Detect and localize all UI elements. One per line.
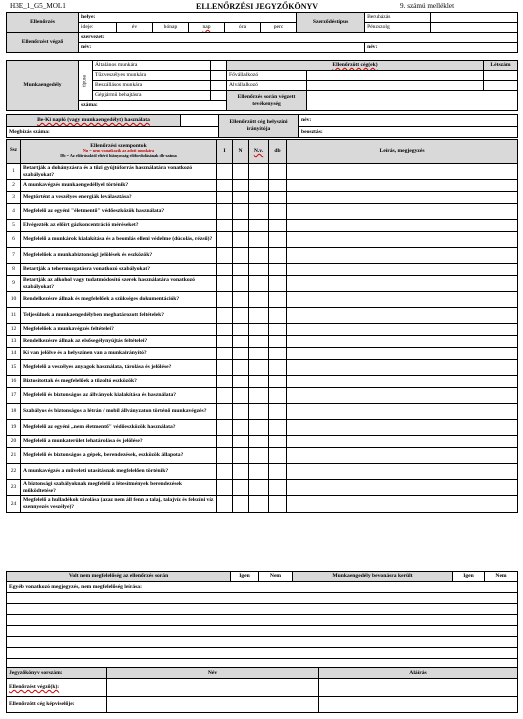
checklist-row: [7, 192, 518, 204]
service-checkbox[interactable]: [431, 23, 518, 33]
check-yes[interactable]: [217, 420, 233, 436]
defect-count[interactable]: [269, 388, 287, 404]
defect-count[interactable]: [269, 464, 287, 480]
supervisor-name-label: név:: [301, 117, 312, 124]
checklist-row: [7, 232, 518, 248]
checklist-row: [7, 180, 518, 192]
nonconformity-yes[interactable]: Igen: [231, 572, 259, 582]
checklist-row: [7, 404, 518, 420]
item-notes[interactable]: [287, 360, 518, 376]
check-na[interactable]: [249, 180, 269, 192]
item-criterion: A munkavégzés munkaengedéllyel történik?: [21, 180, 217, 192]
item-notes[interactable]: [287, 232, 518, 248]
item-criterion: Megfelelő az egyéni „nem életmentő" védőeszközök használata?: [21, 420, 217, 436]
check-na[interactable]: [249, 248, 269, 264]
checklist-table: [6, 139, 518, 513]
item-notes[interactable]: [287, 220, 518, 232]
col-criteria: [21, 140, 217, 164]
item-criterion: Rendelkezésre állnak az elsősegélynyújtás feltételei?: [21, 336, 217, 348]
check-yes[interactable]: [217, 180, 233, 192]
legend-db: Db = Az előírásoktól eltérő hiányosság előfordulásának db-száma: [60, 153, 177, 158]
checklist-row: [7, 324, 518, 336]
check-yes[interactable]: [217, 480, 233, 496]
nonconformity-label: Volt nem megfelelőség az ellenőrzés során: [7, 572, 231, 582]
item-notes[interactable]: [287, 264, 518, 276]
checklist-row: [7, 276, 518, 292]
checklist-row: [7, 360, 518, 376]
main-contractor-headcount[interactable]: [484, 71, 518, 81]
col-n: N: [233, 140, 249, 164]
other-notes-label: Egyéb vonatkozó megjegyzés, nem megfelelőség leírása:: [7, 582, 518, 593]
inspector-name-field[interactable]: [79, 43, 365, 53]
permit-type-label: típusa: [79, 61, 93, 101]
item-criterion: Megfelelő az egyéni "életmentő" védőeszközök használata?: [21, 204, 217, 220]
check-yes[interactable]: [217, 324, 233, 336]
item-criterion: Rendelkezésre állnak és megfelelőek a szükséges dokumentációk?: [21, 292, 217, 308]
item-notes[interactable]: [287, 388, 518, 404]
check-yes[interactable]: [217, 292, 233, 308]
defect-count[interactable]: [269, 420, 287, 436]
defect-count[interactable]: [269, 360, 287, 376]
defect-count[interactable]: [269, 308, 287, 324]
check-na[interactable]: [249, 388, 269, 404]
inspector-label: Ellenőrzést végző: [7, 33, 79, 53]
check-yes[interactable]: [217, 360, 233, 376]
checklist-row: [7, 388, 518, 404]
check-no[interactable]: [233, 220, 249, 232]
item-notes[interactable]: [287, 376, 518, 388]
item-notes[interactable]: [287, 308, 518, 324]
col-notes: Leírás, megjegyzés: [287, 140, 518, 164]
permit-number-label: száma:: [81, 102, 98, 109]
subcontractor-headcount[interactable]: [484, 81, 518, 91]
checklist-row: [7, 436, 518, 448]
check-na[interactable]: [249, 420, 269, 436]
check-yes[interactable]: [217, 404, 233, 420]
item-criterion: Megfelelő a munkárok kialakítása és a beomlás elleni védelme (dúcolás, rézsű)?: [21, 232, 217, 248]
day-label: nap: [189, 23, 225, 33]
defect-count[interactable]: [269, 164, 287, 180]
defect-count[interactable]: [269, 404, 287, 420]
item-notes[interactable]: [287, 480, 518, 496]
item-notes[interactable]: [287, 448, 518, 464]
check-yes[interactable]: [217, 496, 233, 513]
check-na[interactable]: [249, 464, 269, 480]
subcontractor-label: Alvállalkozó: [227, 81, 307, 91]
col-nv: N.v.: [249, 140, 269, 164]
defect-count[interactable]: [269, 292, 287, 308]
check-no[interactable]: [233, 404, 249, 420]
defect-count[interactable]: [269, 324, 287, 336]
defect-count[interactable]: [269, 248, 287, 264]
item-criterion: Betartják a dohányzásra és a tűzi gyújtóforrás használatára vonatkozó szabályokat?: [21, 164, 217, 180]
check-yes[interactable]: [217, 264, 233, 276]
item-number: 4: [7, 204, 21, 220]
permit-checkbox-entry[interactable]: [211, 81, 227, 91]
item-number: 5: [7, 220, 21, 232]
supervisor-position-field[interactable]: [299, 127, 518, 138]
date-label: ideje:: [79, 23, 117, 33]
ellenorzes-label: Ellenőrzés: [7, 13, 79, 33]
supervisor-label: Ellenőrzött cég helyszíni irányítója: [219, 115, 299, 138]
item-number: 20: [7, 436, 21, 448]
col-number: Ssz: [7, 140, 21, 164]
checklist-row: [7, 348, 518, 360]
inspector-name2-field[interactable]: [365, 43, 518, 53]
defect-count[interactable]: [269, 220, 287, 232]
inspector-name-label: név:: [81, 44, 92, 51]
item-criterion: Megfelelőek a munkavégzés feltételei?: [21, 324, 217, 336]
item-notes[interactable]: [287, 336, 518, 348]
item-criterion: A munkavégzés a műveleti utasításnak megfelelően történik?: [21, 464, 217, 480]
checklist-row: [7, 376, 518, 388]
item-notes[interactable]: [287, 248, 518, 264]
check-na[interactable]: [249, 480, 269, 496]
summary-table: [6, 571, 518, 670]
check-no[interactable]: [233, 496, 249, 513]
activity-field[interactable]: [307, 91, 518, 111]
defect-count[interactable]: [269, 480, 287, 496]
col-i: I: [217, 140, 233, 164]
item-notes[interactable]: [287, 192, 518, 204]
notes-line[interactable]: [7, 626, 518, 637]
notes-line[interactable]: [7, 615, 518, 626]
nonconformity-no[interactable]: Nem: [259, 572, 293, 582]
item-criterion: Megfelelő a hulladékok tárolása (azaz nem áll fenn a talaj, talajvíz és felszíni víz szennyezés veszélye)?: [21, 496, 217, 513]
defect-count[interactable]: [269, 448, 287, 464]
defect-count[interactable]: [269, 192, 287, 204]
defect-count[interactable]: [269, 348, 287, 360]
defect-count[interactable]: [269, 436, 287, 448]
checklist-row: [7, 464, 518, 480]
check-na[interactable]: [249, 232, 269, 248]
check-no[interactable]: [233, 480, 249, 496]
legend-nn: Nn = nem vonatkozik az adott munkára: [82, 148, 155, 154]
item-notes[interactable]: [287, 164, 518, 180]
item-criterion: Megfelelő a veszélyes anyagok használata, tárolása és jelölése?: [21, 360, 217, 376]
item-notes[interactable]: [287, 204, 518, 220]
check-no[interactable]: [233, 336, 249, 348]
inspectors-label: Ellenőrzést végző(k):: [7, 679, 107, 697]
check-na[interactable]: [249, 324, 269, 336]
checklist-row: [7, 480, 518, 496]
item-notes[interactable]: [287, 348, 518, 360]
item-number: 13: [7, 336, 21, 348]
item-criterion: Szabályos és biztonságos a létrán / mobil állványzaton történő munkavégzés?: [21, 404, 217, 420]
item-number: 6: [7, 232, 21, 248]
check-yes[interactable]: [217, 448, 233, 464]
company-header: Ellenőrzött cég(ek): [227, 61, 484, 71]
col-db: db: [269, 140, 287, 164]
check-na[interactable]: [249, 264, 269, 276]
permit-type-entry: Beszállásos munkára: [93, 81, 211, 91]
month-label: hónap: [153, 23, 189, 33]
check-yes[interactable]: [217, 248, 233, 264]
check-na[interactable]: [249, 220, 269, 232]
checklist-row: [7, 420, 518, 436]
check-na[interactable]: [249, 448, 269, 464]
item-criterion: Ki van jelölve és a helyszínen van a munkairányító?: [21, 348, 217, 360]
check-na[interactable]: [249, 348, 269, 360]
check-no[interactable]: [233, 388, 249, 404]
item-criterion: Betartják a tehermozgatásra vonatkozó szabályokat?: [21, 264, 217, 276]
item-number: 23: [7, 480, 21, 496]
check-yes[interactable]: [217, 376, 233, 388]
signature-header: Aláírás: [319, 668, 518, 679]
check-no[interactable]: [233, 292, 249, 308]
headcount-header: Létszám: [484, 61, 518, 71]
item-number: 21: [7, 448, 21, 464]
subcontractor-field[interactable]: [307, 81, 484, 91]
item-number: 12: [7, 324, 21, 336]
item-number: 3: [7, 192, 21, 204]
check-yes[interactable]: [217, 436, 233, 448]
item-number: 24: [7, 496, 21, 513]
supervisor-name-field[interactable]: [299, 115, 518, 127]
item-notes[interactable]: [287, 292, 518, 308]
defect-count[interactable]: [269, 204, 287, 220]
location-label: helye:: [81, 14, 96, 21]
defect-count[interactable]: [269, 336, 287, 348]
item-number: 11: [7, 308, 21, 324]
annex-label: 9. számú melléklet: [400, 2, 455, 10]
check-na[interactable]: [249, 496, 269, 513]
item-number: 19: [7, 420, 21, 436]
item-number: 9: [7, 276, 21, 292]
company-rep-label: Ellenőrzött cég képviselője:: [7, 697, 107, 713]
check-na[interactable]: [249, 436, 269, 448]
permit-type-general: Általános munkára: [93, 61, 211, 71]
item-notes[interactable]: [287, 180, 518, 192]
main-contractor-label: Fővállalkozó: [227, 71, 307, 81]
check-na[interactable]: [249, 308, 269, 324]
assignment-number-field[interactable]: [7, 127, 219, 138]
check-no[interactable]: [233, 360, 249, 376]
item-criterion: Megfelelő a munkaterület lehatárolása és jelölése?: [21, 436, 217, 448]
checklist-row: [7, 496, 518, 513]
check-na[interactable]: [249, 404, 269, 420]
permit-revoked-yes[interactable]: Igen: [453, 572, 485, 582]
item-number: 17: [7, 388, 21, 404]
item-notes[interactable]: [287, 420, 518, 436]
inspectors-name-field[interactable]: [107, 679, 319, 697]
item-notes[interactable]: [287, 276, 518, 292]
col-criteria-title: Ellenőrzési szempontok: [90, 143, 147, 150]
check-no[interactable]: [233, 324, 249, 336]
activity-label: Ellenőrzés során végzett tevékenység: [227, 91, 307, 111]
item-number: 18: [7, 404, 21, 420]
checklist-row: [7, 164, 518, 180]
name-header: Név: [107, 668, 319, 679]
minute-label: perc: [261, 23, 297, 33]
checklist-row: [7, 264, 518, 276]
checklist-row: [7, 292, 518, 308]
check-yes[interactable]: [217, 232, 233, 248]
log-usage-field[interactable]: [181, 115, 219, 127]
item-number: 10: [7, 292, 21, 308]
organization-field[interactable]: [79, 33, 518, 43]
checklist-row: [7, 248, 518, 264]
company-rep-name-field[interactable]: [107, 697, 319, 713]
check-no[interactable]: [233, 308, 249, 324]
defect-count[interactable]: [269, 264, 287, 276]
contract-type-label: Szerződéstípus: [297, 13, 365, 33]
item-criterion: A biztonsági szabályoknak megfelelő a létesítmények berendezések működtetése?: [21, 480, 217, 496]
check-na[interactable]: [249, 164, 269, 180]
item-criterion: Megfelelőek a munkabiztonsági jelölések és eszközök?: [21, 248, 217, 264]
item-number: 2: [7, 180, 21, 192]
notes-line[interactable]: [7, 648, 518, 659]
defect-count[interactable]: [269, 376, 287, 388]
defect-count[interactable]: [269, 232, 287, 248]
check-na[interactable]: [249, 276, 269, 292]
permit-label: Munkaengedély: [7, 61, 79, 111]
check-yes[interactable]: [217, 204, 233, 220]
item-number: 16: [7, 376, 21, 388]
checklist-row: [7, 448, 518, 464]
item-number: 7: [7, 248, 21, 264]
supervisor-position-label: beosztás:: [301, 128, 323, 135]
check-no[interactable]: [233, 232, 249, 248]
check-na[interactable]: [249, 376, 269, 388]
checklist-row: [7, 204, 518, 220]
assignment-number-label: Megbízás száma:: [9, 128, 50, 135]
check-yes[interactable]: [217, 192, 233, 204]
log-table: [6, 114, 518, 138]
year-label: év: [117, 23, 153, 33]
defect-count[interactable]: [269, 180, 287, 192]
item-notes[interactable]: [287, 496, 518, 513]
check-no[interactable]: [233, 264, 249, 276]
location-field[interactable]: [79, 13, 297, 23]
check-no[interactable]: [233, 248, 249, 264]
doc-code: H3E_1_G5_MOL1: [10, 2, 66, 10]
check-na[interactable]: [249, 336, 269, 348]
notes-line[interactable]: [7, 593, 518, 604]
check-no[interactable]: [233, 436, 249, 448]
check-no[interactable]: [233, 464, 249, 480]
check-no[interactable]: [233, 164, 249, 180]
permit-revoked-no[interactable]: Nem: [485, 572, 518, 582]
permit-number-field[interactable]: [79, 101, 227, 111]
check-yes[interactable]: [217, 388, 233, 404]
inspectors-signature-field[interactable]: [319, 679, 518, 697]
item-criterion: Megfelelő és biztonságos az állványok kialakítása és használata?: [21, 388, 217, 404]
item-criterion: Megtörtént a veszélyes energiák leválasztása?: [21, 192, 217, 204]
check-no[interactable]: [233, 204, 249, 220]
signature-table: [6, 667, 518, 713]
item-number: 14: [7, 348, 21, 360]
item-criterion: Teljesülnek a munkaengedélyben meghatározott feltételek?: [21, 308, 217, 324]
check-yes[interactable]: [217, 336, 233, 348]
item-notes[interactable]: [287, 324, 518, 336]
inspector-name2-label: név:: [367, 44, 378, 51]
checklist-row: [7, 336, 518, 348]
permit-type-fire: Tűzveszélyes munkára: [93, 71, 211, 81]
check-no[interactable]: [233, 448, 249, 464]
check-na[interactable]: [249, 204, 269, 220]
item-number: 15: [7, 360, 21, 376]
check-na[interactable]: [249, 192, 269, 204]
organization-label: szervezet:: [81, 34, 105, 41]
check-no[interactable]: [233, 192, 249, 204]
notes-line[interactable]: [7, 637, 518, 648]
investment-checkbox[interactable]: [431, 13, 518, 23]
main-contractor-field[interactable]: [307, 71, 484, 81]
check-no[interactable]: [233, 420, 249, 436]
item-notes[interactable]: [287, 464, 518, 480]
item-notes[interactable]: [287, 404, 518, 420]
item-criterion: Betartják az alkohol vagy tudatmódosító szerek használatára vonatkozó szabályokat?: [21, 276, 217, 292]
permit-table: [6, 60, 518, 111]
permit-checkbox-general[interactable]: [211, 61, 227, 71]
check-no[interactable]: [233, 180, 249, 192]
permit-checkbox-vehicle[interactable]: [211, 91, 227, 101]
report-number-label: Jegyzőkönyv sorszám:: [7, 668, 107, 679]
permit-type-vehicle: Gépjármű behajtásra: [93, 91, 211, 101]
permit-revoked-label: Munkaengedély bevonásra került: [293, 572, 453, 582]
checklist-row: [7, 308, 518, 324]
check-yes[interactable]: [217, 164, 233, 180]
item-criterion: Elvégezték az előírt gázkoncentráció méréseket?: [21, 220, 217, 232]
defect-count[interactable]: [269, 496, 287, 513]
log-usage-label: Be-Ki napló (vagy munkaengedélyt) használata: [7, 115, 181, 127]
defect-count[interactable]: [269, 276, 287, 292]
top-info-table: [6, 12, 518, 53]
check-yes[interactable]: [217, 220, 233, 232]
investment-label: Beruházás: [365, 13, 431, 23]
permit-checkbox-fire[interactable]: [211, 71, 227, 81]
check-na[interactable]: [249, 360, 269, 376]
service-label: Pénzszolg: [365, 23, 431, 33]
item-notes[interactable]: [287, 436, 518, 448]
check-no[interactable]: [233, 348, 249, 360]
doc-title: ELLENŐRZÉSI JEGYZŐKÖNYV: [196, 2, 319, 11]
check-yes[interactable]: [217, 308, 233, 324]
check-no[interactable]: [233, 276, 249, 292]
checklist-row: [7, 220, 518, 232]
check-na[interactable]: [249, 292, 269, 308]
hour-label: óra: [225, 23, 261, 33]
item-number: 8: [7, 264, 21, 276]
check-no[interactable]: [233, 376, 249, 388]
check-yes[interactable]: [217, 276, 233, 292]
check-yes[interactable]: [217, 348, 233, 360]
company-rep-signature-field[interactable]: [319, 697, 518, 713]
check-yes[interactable]: [217, 464, 233, 480]
notes-line[interactable]: [7, 604, 518, 615]
item-number: 1: [7, 164, 21, 180]
item-criterion: Biztosítottak és megfelelőek a tűzoltó eszközök?: [21, 376, 217, 388]
item-criterion: Megfelelő és biztonságos a gépek, berendezések, eszközök állapota?: [21, 448, 217, 464]
item-number: 22: [7, 464, 21, 480]
